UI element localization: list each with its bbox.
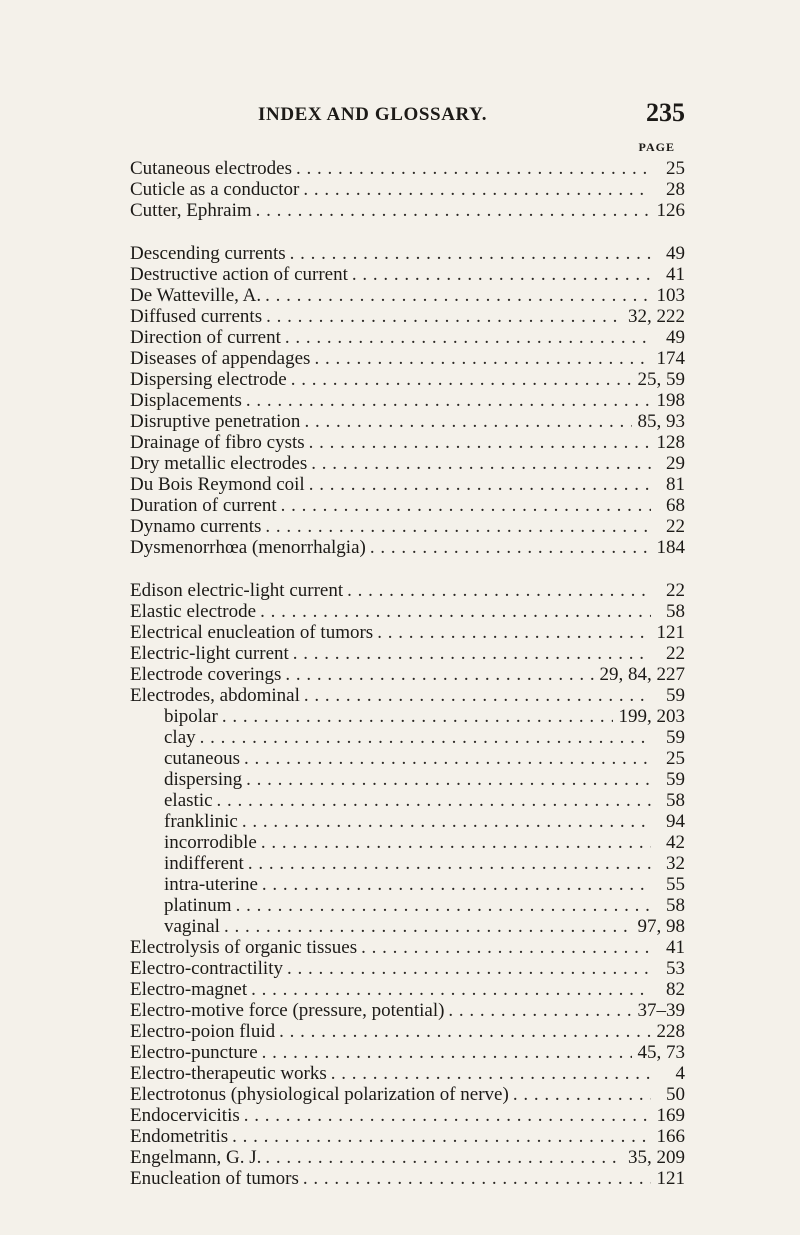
dot-leader <box>309 432 651 453</box>
entry-page: 4 <box>675 1063 685 1084</box>
entry-term: Electrode coverings <box>130 664 282 685</box>
entry-term: intra-uterine <box>164 874 258 895</box>
entry-page: 121 <box>656 622 685 643</box>
entry-term: platinum <box>164 895 232 916</box>
entry-term: Cuticle as a conductor <box>130 179 300 200</box>
entry-term: Direction of current <box>130 327 281 348</box>
index-entry <box>130 958 685 979</box>
dot-leader <box>260 601 651 622</box>
index-entry <box>130 369 685 390</box>
entry-term: Electrolysis of organic tissues <box>130 937 358 958</box>
index-entry <box>130 1147 685 1168</box>
entry-term: Dry metallic electrodes <box>130 453 308 474</box>
index-subentry <box>130 832 685 853</box>
index-subentry <box>130 853 685 874</box>
entry-page: 199, 203 <box>618 706 685 727</box>
dot-leader <box>242 811 651 832</box>
entry-term: Elastic electrode <box>130 601 257 622</box>
entry-page: 49 <box>666 243 685 264</box>
entry-term: Electrical enucleation of tumors <box>130 622 374 643</box>
entry-term: Diseases of appendages <box>130 348 311 369</box>
dot-leader <box>304 685 651 706</box>
entry-term: Engelmann, G. J. <box>130 1147 262 1168</box>
index-entry <box>130 158 685 179</box>
dot-leader <box>361 937 651 958</box>
entry-page: 45, 73 <box>637 1042 685 1063</box>
index-entry <box>130 432 685 453</box>
index-entry <box>130 411 685 432</box>
index-entry <box>130 285 685 306</box>
dot-leader <box>311 453 651 474</box>
entry-term: Electro-therapeutic works <box>130 1063 327 1084</box>
entry-page: 85, 93 <box>637 411 685 432</box>
entry-page: 126 <box>656 200 685 221</box>
entry-term: Enucleation of tumors <box>130 1168 299 1189</box>
entry-term: indifferent <box>164 853 244 874</box>
entry-page: 68 <box>666 495 685 516</box>
entry-term: Electro-contractility <box>130 958 283 979</box>
entry-page: 32 <box>666 853 685 874</box>
entry-page: 25, 59 <box>637 369 685 390</box>
entry-page: 58 <box>666 601 685 622</box>
entry-term: dispersing <box>164 769 243 790</box>
entry-term: Destructive action of current <box>130 264 348 285</box>
entry-page: 59 <box>666 769 685 790</box>
entry-term: Endocervicitis <box>130 1105 240 1126</box>
dot-leader <box>377 622 650 643</box>
entry-page: 42 <box>666 832 685 853</box>
entry-page: 55 <box>666 874 685 895</box>
index-entry <box>130 390 685 411</box>
entry-page: 50 <box>666 1084 685 1105</box>
index-entry <box>130 306 685 327</box>
entry-page: 28 <box>666 179 685 200</box>
entry-page: 103 <box>656 285 685 306</box>
index-entry <box>130 685 685 706</box>
entry-term: clay <box>164 727 196 748</box>
entry-term: Disruptive penetration <box>130 411 301 432</box>
entry-term: Drainage of fibro cysts <box>130 432 305 453</box>
index-entry <box>130 580 685 601</box>
index-entry <box>130 179 685 200</box>
index-subentry <box>130 706 685 727</box>
dot-leader <box>265 1147 622 1168</box>
dot-leader <box>296 158 651 179</box>
index-entry <box>130 474 685 495</box>
index-entry <box>130 937 685 958</box>
dot-leader <box>303 179 651 200</box>
index-subentry <box>130 895 685 916</box>
entry-page: 25 <box>666 748 685 769</box>
entry-page: 184 <box>656 537 685 558</box>
dot-leader <box>244 1105 651 1126</box>
dot-leader <box>261 832 651 853</box>
entry-page: 169 <box>656 1105 685 1126</box>
index-entry <box>130 1021 685 1042</box>
index-entry <box>130 264 685 285</box>
index-entry <box>130 327 685 348</box>
entry-term: Dynamo currents <box>130 516 262 537</box>
page-column-label: PAGE <box>638 140 675 154</box>
dot-leader <box>347 580 651 601</box>
index-entry <box>130 1105 685 1126</box>
index-entry <box>130 200 685 221</box>
index-entry <box>130 664 685 685</box>
entry-term: Electro-poion fluid <box>130 1021 276 1042</box>
entry-term: Dysmenorrhœa (menorrhalgia) <box>130 537 366 558</box>
entry-page: 97, 98 <box>637 916 685 937</box>
entry-page: 198 <box>656 390 685 411</box>
index-subentry <box>130 916 685 937</box>
entry-term: bipolar <box>164 706 218 727</box>
entry-term: elastic <box>164 790 213 811</box>
entry-term: Electro-puncture <box>130 1042 258 1063</box>
entry-page: 22 <box>666 516 685 537</box>
entry-page: 59 <box>666 685 685 706</box>
dot-leader <box>290 243 651 264</box>
index-entry <box>130 495 685 516</box>
entry-page: 29 <box>666 453 685 474</box>
dot-leader <box>217 790 651 811</box>
entry-term: Descending currents <box>130 243 286 264</box>
entry-term: Electro-magnet <box>130 979 248 1000</box>
index-entries <box>130 158 685 1189</box>
entry-term: Dispersing electrode <box>130 369 287 390</box>
section-gap <box>130 221 685 243</box>
entry-page: 35, 209 <box>628 1147 685 1168</box>
entry-page: 128 <box>656 432 685 453</box>
entry-page: 174 <box>656 348 685 369</box>
entry-page: 94 <box>666 811 685 832</box>
entry-page: 166 <box>656 1126 685 1147</box>
entry-term: Electro-motive force (pressure, potential) <box>130 1000 445 1021</box>
entry-term: franklinic <box>164 811 238 832</box>
dot-leader <box>285 327 651 348</box>
dot-leader <box>222 706 613 727</box>
dot-leader <box>331 1063 651 1084</box>
index-subentry <box>130 874 685 895</box>
dot-leader <box>232 1126 650 1147</box>
dot-leader <box>265 516 651 537</box>
index-entry <box>130 1084 685 1105</box>
index-entry <box>130 1168 685 1189</box>
dot-leader <box>303 1168 651 1189</box>
dot-leader <box>251 979 651 1000</box>
index-entry <box>130 516 685 537</box>
page-number: 235 <box>646 98 685 127</box>
index-subentry <box>130 727 685 748</box>
index-entry <box>130 643 685 664</box>
dot-leader <box>248 853 651 874</box>
index-subentry <box>130 811 685 832</box>
running-title: INDEX AND GLOSSARY. <box>258 104 488 125</box>
entry-page: 41 <box>666 264 685 285</box>
entry-page: 32, 222 <box>628 306 685 327</box>
entry-term: Cutter, Ephraim <box>130 200 252 221</box>
index-entry <box>130 453 685 474</box>
dot-leader <box>314 348 650 369</box>
index-entry <box>130 1126 685 1147</box>
dot-leader <box>293 643 651 664</box>
entry-term: De Watteville, A. <box>130 285 262 306</box>
index-entry <box>130 1063 685 1084</box>
page-header <box>130 98 685 136</box>
entry-term: Electrotonus (physiological polarization of nerve) <box>130 1084 509 1105</box>
dot-leader <box>279 1021 650 1042</box>
index-entry <box>130 243 685 264</box>
entry-term: cutaneous <box>164 748 240 769</box>
entry-page: 49 <box>666 327 685 348</box>
entry-term: Electric-light current <box>130 643 289 664</box>
index-entry <box>130 1000 685 1021</box>
entry-term: Electrodes, abdominal <box>130 685 300 706</box>
dot-leader <box>262 1042 632 1063</box>
entry-term: Endometritis <box>130 1126 229 1147</box>
dot-leader <box>309 474 651 495</box>
entry-page: 41 <box>666 937 685 958</box>
dot-leader <box>352 264 651 285</box>
dot-leader <box>287 958 651 979</box>
entry-page: 228 <box>656 1021 685 1042</box>
index-entry <box>130 979 685 1000</box>
dot-leader <box>448 1000 631 1021</box>
entry-term: vaginal <box>164 916 220 937</box>
index-entry <box>130 348 685 369</box>
dot-leader <box>291 369 632 390</box>
dot-leader <box>265 285 650 306</box>
entry-page: 29, 84, 227 <box>599 664 685 685</box>
dot-leader <box>236 895 651 916</box>
entry-term: Edison electric-light current <box>130 580 344 601</box>
entry-page: 25 <box>666 158 685 179</box>
dot-leader <box>224 916 632 937</box>
entry-page: 53 <box>666 958 685 979</box>
dot-leader <box>256 200 651 221</box>
entry-term: Cutaneous electrodes <box>130 158 292 179</box>
entry-page: 59 <box>666 727 685 748</box>
dot-leader <box>513 1084 651 1105</box>
dot-leader <box>370 537 651 558</box>
entry-term: Displacements <box>130 390 242 411</box>
dot-leader <box>281 495 651 516</box>
dot-leader <box>262 874 651 895</box>
entry-page: 22 <box>666 580 685 601</box>
index-entry <box>130 601 685 622</box>
dot-leader <box>266 306 622 327</box>
dot-leader <box>304 411 631 432</box>
index-subentry <box>130 769 685 790</box>
dot-leader <box>246 390 651 411</box>
index-entry <box>130 622 685 643</box>
entry-page: 22 <box>666 643 685 664</box>
entry-page: 82 <box>666 979 685 1000</box>
entry-page: 58 <box>666 790 685 811</box>
index-entry <box>130 537 685 558</box>
index-subentry <box>130 748 685 769</box>
entry-term: Du Bois Reymond coil <box>130 474 305 495</box>
index-subentry <box>130 790 685 811</box>
dot-leader <box>200 727 651 748</box>
index-entry <box>130 1042 685 1063</box>
entry-page: 37–39 <box>637 1000 685 1021</box>
entry-term: incorrodible <box>164 832 257 853</box>
dot-leader <box>246 769 651 790</box>
section-gap <box>130 558 685 580</box>
dot-leader <box>244 748 651 769</box>
entry-term: Duration of current <box>130 495 277 516</box>
entry-term: Diffused currents <box>130 306 263 327</box>
entry-page: 121 <box>656 1168 685 1189</box>
dot-leader <box>285 664 593 685</box>
entry-page: 58 <box>666 895 685 916</box>
entry-page: 81 <box>666 474 685 495</box>
